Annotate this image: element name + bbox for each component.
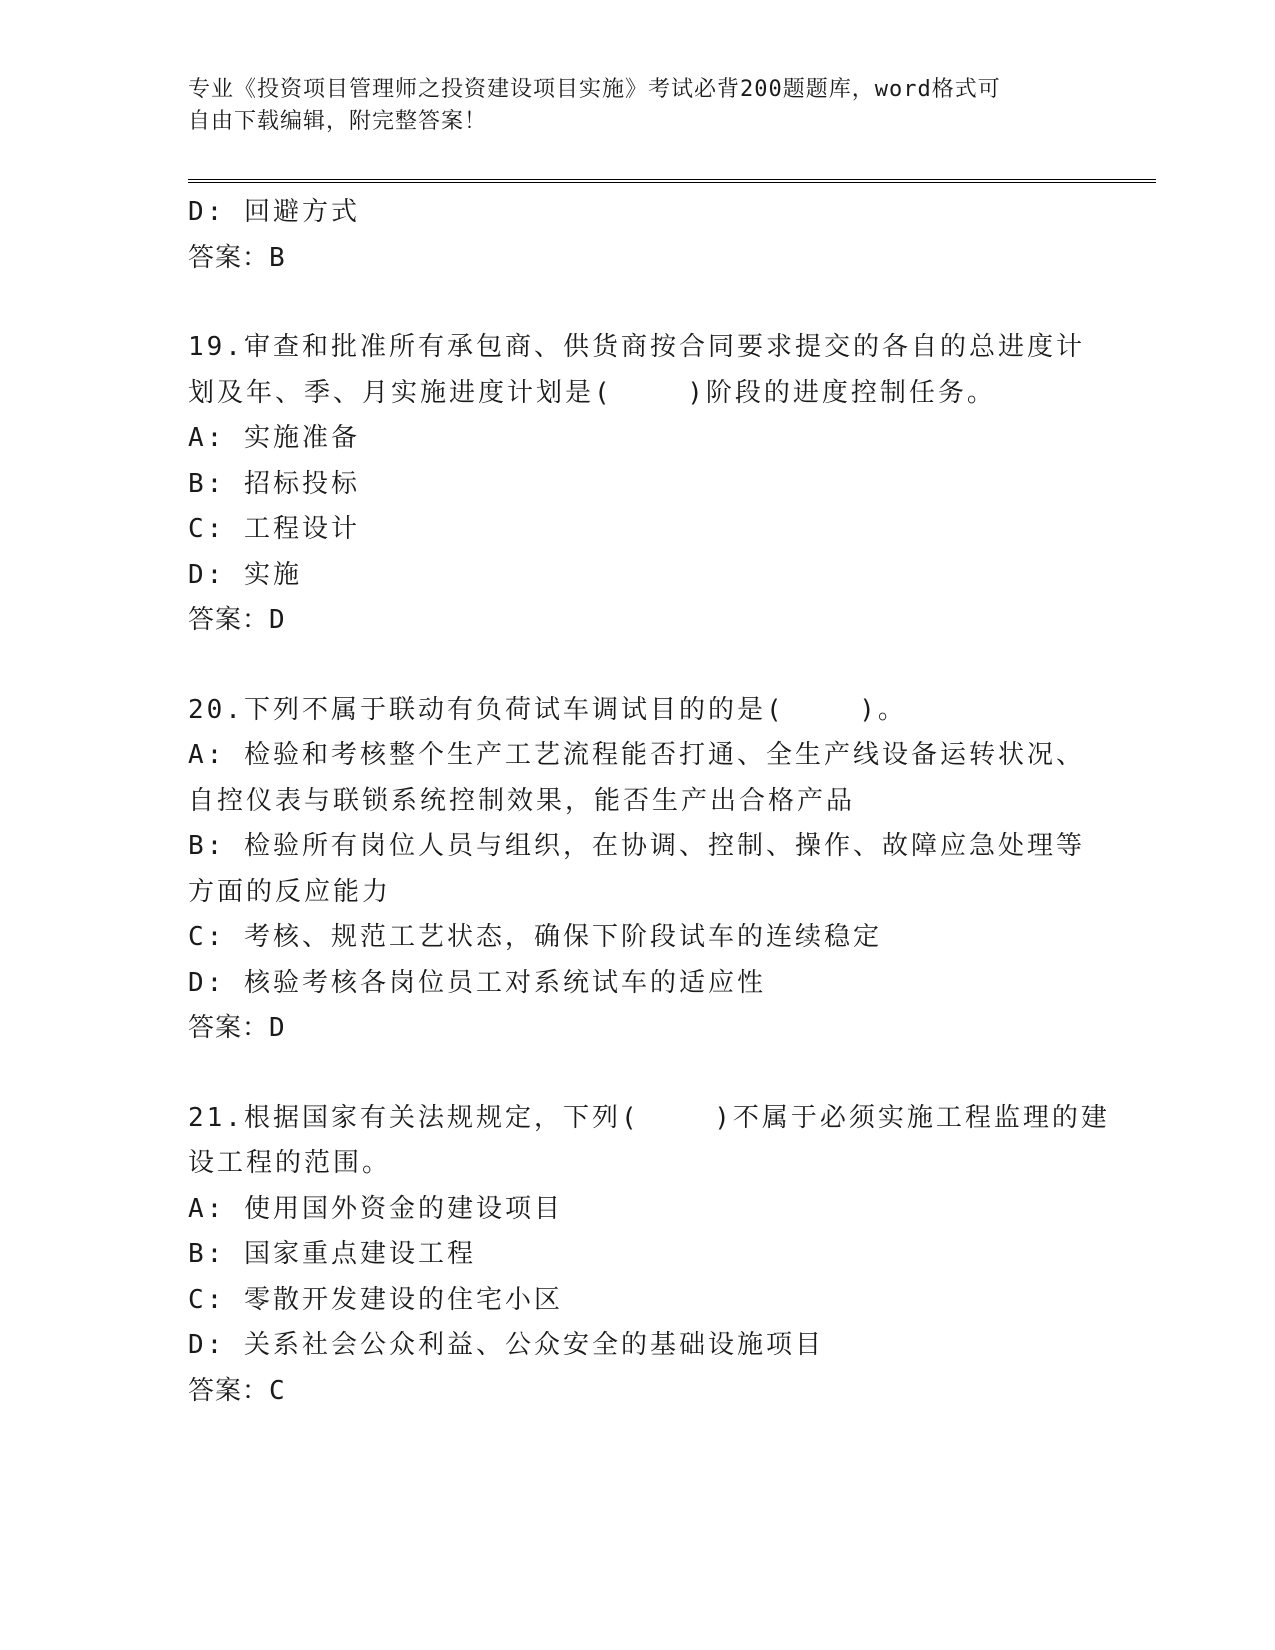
option-a: A: 检验和考核整个生产工艺流程能否打通、全生产线设备运转状况、: [188, 740, 1085, 770]
answer-value: C: [269, 1375, 288, 1406]
header-divider: [188, 179, 1156, 183]
question-20: [188, 688, 1088, 1052]
answer-label: 答案：: [188, 605, 270, 635]
answer-value: B: [269, 242, 288, 273]
answer-label: 答案：: [188, 242, 270, 273]
prev-option-d: D: 回避方式: [188, 197, 360, 227]
question-19: [188, 325, 1088, 644]
document-header: [188, 74, 1088, 138]
option-b: B: 国家重点建设工程: [188, 1239, 476, 1269]
answer: [188, 598, 1088, 644]
option-c: C: 工程设计: [188, 514, 360, 544]
question-21: [188, 1096, 1110, 1415]
question-text-line: 设工程的范围。: [188, 1148, 392, 1178]
option-c: C: 考核、规范工艺状态，确保下阶段试车的连续稳定: [188, 922, 882, 952]
option-c: C: 零散开发建设的住宅小区: [188, 1284, 563, 1315]
option-d: D: 实施: [188, 559, 302, 590]
option-a-continued: 自控仪表与联锁系统控制效果，能否生产出合格产品: [188, 785, 856, 816]
option-b: B: 招标投标: [188, 468, 360, 499]
answer-value: D: [269, 605, 288, 635]
option-d: D: 核验考核各岗位员工对系统试车的适应性: [188, 967, 766, 998]
question-content: [188, 190, 1110, 1414]
question-text-line: 20.下列不属于联动有负荷试车调试目的的是( )。: [188, 694, 907, 725]
answer-label: 答案：: [188, 1013, 270, 1043]
answer: [188, 1006, 1088, 1052]
header-line-2: 自由下载编辑，附完整答案！: [188, 109, 488, 134]
header-line-1: 专业《投资项目管理师之投资建设项目实施》考试必背200题题库，word格式可: [188, 77, 1001, 102]
answer: [188, 1369, 1088, 1415]
option-b: B: 检验所有岗位人员与组织，在协调、控制、操作、故障应急处理等: [188, 831, 1085, 861]
option-a: A: 使用国外资金的建设项目: [188, 1193, 563, 1224]
option-b-continued: 方面的反应能力: [188, 876, 392, 907]
question-text-line: 19.审查和批准所有承包商、供货商按合同要求提交的各自的总进度计: [188, 332, 1085, 362]
option-d: D: 关系社会公众利益、公众安全的基础设施项目: [188, 1330, 824, 1360]
prev-answer: [188, 236, 1088, 282]
answer-value: D: [269, 1013, 288, 1043]
answer-label: 答案：: [188, 1375, 270, 1406]
option-a: A: 实施准备: [188, 423, 360, 453]
question-text-line: 划及年、季、月实施进度计划是( )阶段的进度控制任务。: [188, 377, 996, 408]
question-text-line: 21.根据国家有关法规规定，下列( )不属于必须实施工程监理的建: [188, 1102, 1110, 1133]
